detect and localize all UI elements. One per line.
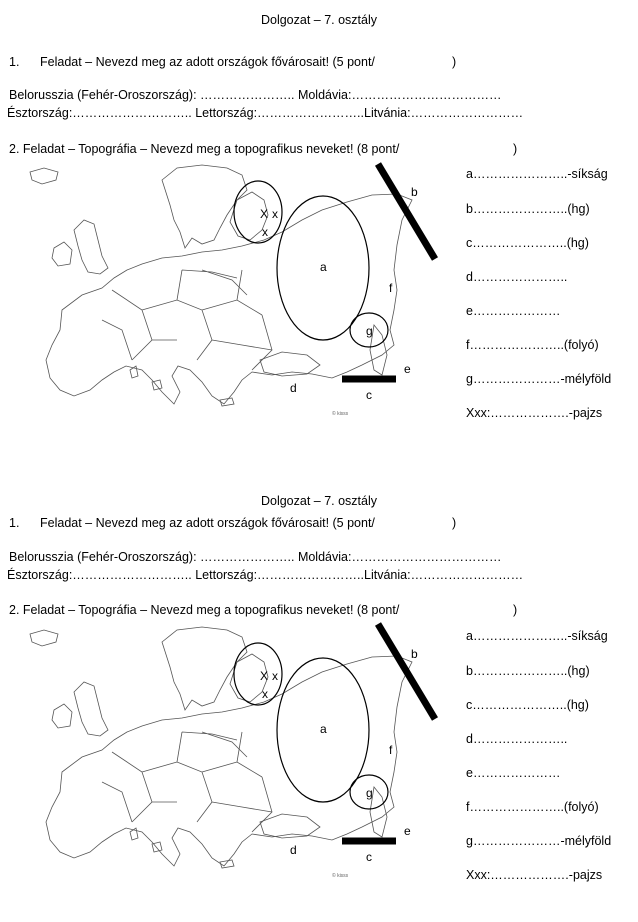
label-x2: x xyxy=(262,687,268,701)
bar-b xyxy=(378,164,435,259)
label-x1: x xyxy=(272,207,278,221)
label-d: d xyxy=(290,381,297,395)
page-title: Dolgozat – 7. osztály xyxy=(260,13,378,27)
answer-a: a…………………..-síkság xyxy=(466,167,608,181)
answer-c: c…………………..(hg) xyxy=(466,698,589,712)
label-g: g xyxy=(366,786,373,800)
label-a: a xyxy=(320,722,327,736)
label-g: g xyxy=(366,324,373,338)
answer-g: g…………………-mélyföld xyxy=(466,834,612,848)
map-watermark: © kisss xyxy=(332,873,349,879)
country-borders xyxy=(102,270,272,370)
answer-a: a…………………..-síkság xyxy=(466,629,608,643)
label-e: e xyxy=(404,824,411,838)
europe-outline-map xyxy=(2,622,462,882)
task1-number: 1. xyxy=(9,516,20,530)
ireland-outline xyxy=(52,704,72,728)
capitals-line-2: Észtország:……………………….. Lettország:……………………..Litvánia:……………………… xyxy=(7,106,524,120)
britain-outline xyxy=(74,682,108,736)
task2-paren: ) xyxy=(513,142,518,156)
task2-text: 2. Feladat – Topográfia – Nevezd meg a topografikus neveket! (8 pont/ xyxy=(9,603,400,617)
answer-xxx: Xxx:……………….-pajzs xyxy=(466,868,603,882)
answer-d: d………………….. xyxy=(466,732,568,746)
answer-f: f…………………..(folyó) xyxy=(466,338,599,352)
label-d: d xyxy=(290,843,297,857)
ireland-outline xyxy=(52,242,72,266)
answer-g: g…………………-mélyföld xyxy=(466,372,612,386)
answer-c: c…………………..(hg) xyxy=(466,236,589,250)
iceland-outline xyxy=(30,168,58,184)
capitals-line-1: Belorusszia (Fehér-Oroszország): ………………….. Moldávia:……………………………… xyxy=(9,88,502,102)
task2-paren: ) xyxy=(513,603,518,617)
label-X: X xyxy=(260,207,269,221)
answer-f: f…………………..(folyó) xyxy=(466,800,599,814)
task1-text: Feladat – Nevezd meg az adott országok fővárosait! (5 pont/ xyxy=(40,55,375,69)
mainland-outline xyxy=(46,656,412,866)
britain-outline xyxy=(74,220,108,274)
answer-b: b…………………..(hg) xyxy=(466,664,590,678)
task2-text: 2. Feladat – Topográfia – Nevezd meg a topografikus neveket! (8 pont/ xyxy=(9,142,400,156)
page-title: Dolgozat – 7. osztály xyxy=(260,494,378,508)
capitals-line-1: Belorusszia (Fehér-Oroszország): ………………….. Moldávia:……………………………… xyxy=(9,550,502,564)
task1-paren: ) xyxy=(452,516,457,530)
label-x2: x xyxy=(262,225,268,239)
bar-b xyxy=(378,624,435,719)
answer-e: e………………… xyxy=(466,766,561,780)
label-c: c xyxy=(366,388,372,402)
label-b: b xyxy=(411,647,418,661)
task1-text: Feladat – Nevezd meg az adott országok fővárosait! (5 pont/ xyxy=(40,516,375,530)
answer-d: d………………….. xyxy=(466,270,568,284)
label-X: X xyxy=(260,669,269,683)
country-borders xyxy=(102,732,272,832)
label-x1: x xyxy=(272,669,278,683)
label-a: a xyxy=(320,260,327,274)
task1-paren: ) xyxy=(452,55,457,69)
task1-number: 1. xyxy=(9,55,20,69)
answer-xxx: Xxx:……………….-pajzs xyxy=(466,406,603,420)
mainland-outline xyxy=(46,194,412,404)
label-e: e xyxy=(404,362,411,376)
label-f: f xyxy=(389,743,393,757)
label-f: f xyxy=(389,281,393,295)
answer-e: e………………… xyxy=(466,304,561,318)
iceland-outline xyxy=(30,630,58,646)
label-b: b xyxy=(411,185,418,199)
europe-outline-map xyxy=(2,160,462,420)
label-c: c xyxy=(366,850,372,864)
answer-b: b…………………..(hg) xyxy=(466,202,590,216)
map-watermark: © kisss xyxy=(332,411,349,417)
capitals-line-2: Észtország:……………………….. Lettország:……………………..Litvánia:……………………… xyxy=(7,568,524,582)
